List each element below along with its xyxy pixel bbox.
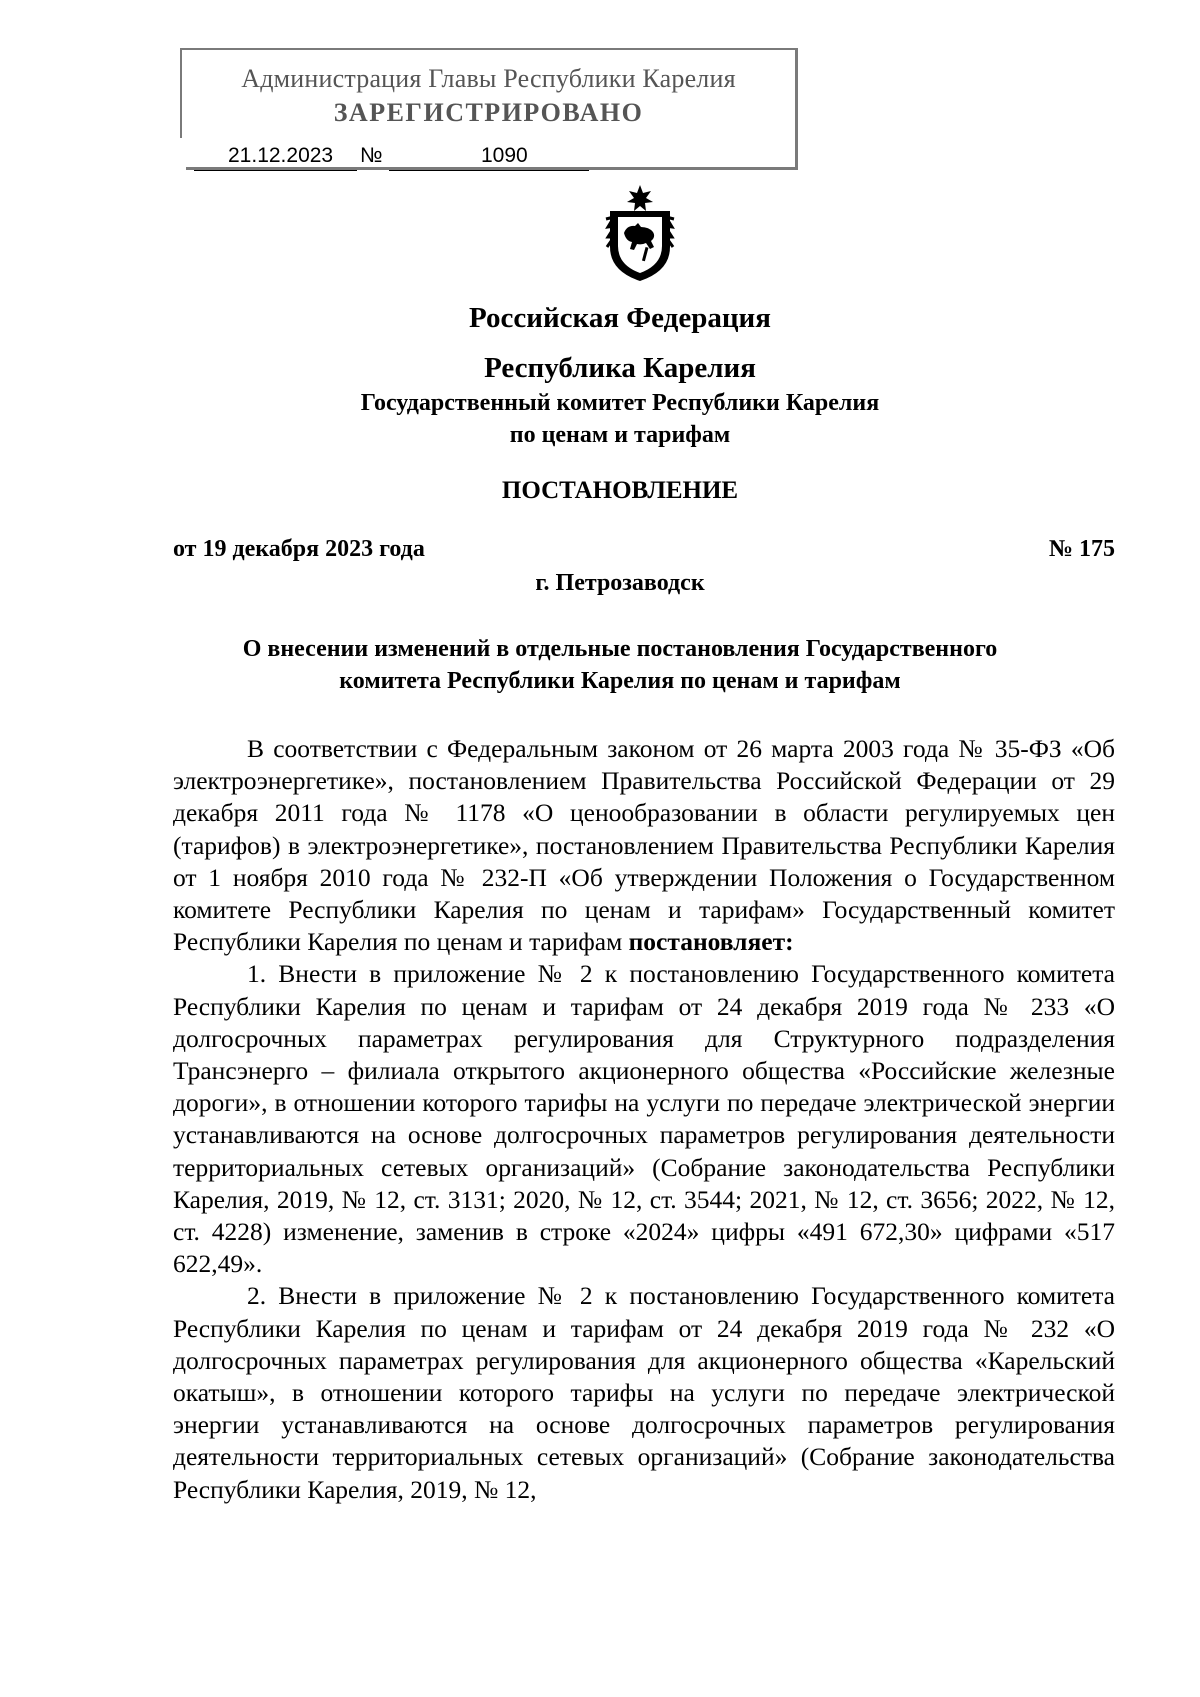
item-1-paragraph: 1. Внести в приложение № 2 к постановлению Государственного комитета Республики Карелия по ценам и тарифам от 24 декабря 2019 года № 233 «О долгосрочных параметрах регулирования для Структурного подразделения Трансэнерго – филиала открытого акционерного общества «Российские железные дороги», в отношении которого тарифы на услуги по передаче электрической энергии устанавливаются на основе долгосрочных параметров регулирования деятельности территориальных сетевых организаций» (Собрание законодательства Республики Карелия, 2019, № 12, ст. 3131; 2020, № 12, ст. 3544; 2021, № 12, ст. 3656; 2022, № 12, ст. 4228) изменение, заменив в строке «2024» цифры «491 672,30» цифрами «517 622,49».	[173, 959, 1115, 1279]
preamble-paragraph	[173, 733, 1115, 958]
preamble-text: В соответствии с Федеральным законом от 26 марта 2003 года № 35-ФЗ «Об электроэнергетике», постановлением Правительства Российской Федерации от 29 декабря 2011 года № 1178 «О ценообразовании в области регулируемых цен (тарифов) в электроэнергетике», постановлением Правительства Республики Карелия от 1 ноября 2010 года № 232-П «Об утверждении Положения о Государственном комитете Республики Карелия по ценам и тарифам» Государственный комитет Республики Карелия по ценам и тарифам	[173, 734, 1115, 957]
karelia-coat-of-arms-icon	[600, 183, 680, 283]
stamp-number-sign: №	[360, 144, 383, 167]
stamp-status: ЗАРЕГИСТРИРОВАНО	[333, 98, 644, 127]
committee-title-line2: по ценам и тарифам	[509, 422, 731, 448]
stamp-number: 1090	[481, 144, 528, 167]
registration-stamp	[180, 48, 798, 170]
committee-title-line1: Государственный комитет Республики Карелия	[360, 390, 880, 416]
document-number: № 175	[1048, 536, 1115, 562]
document-type: ПОСТАНОВЛЕНИЕ	[501, 477, 739, 504]
stamp-border-gap	[180, 138, 186, 178]
document-city: г. Петрозаводск	[535, 570, 705, 596]
stamp-registration-line	[194, 142, 784, 172]
stamp-authority: Администрация Главы Республики Карелия	[241, 64, 736, 93]
subject-line2: комитета Республики Карелия по ценам и тарифам	[339, 668, 901, 694]
country-title: Российская Федерация	[469, 302, 771, 334]
item-2-paragraph: 2. Внести в приложение № 2 к постановлению Государственного комитета Республики Карелия по ценам и тарифам от 24 декабря 2019 года № 232 «О долгосрочных параметрах регулирования для акционерного общества «Карельский окатыш», в отношении которого тарифы на услуги по передаче электрической энергии устанавливаются на основе долгосрочных параметров регулирования деятельности территориальных сетевых организаций» (Собрание законодательства Республики Карелия, 2019, № 12,	[173, 1281, 1115, 1504]
document-body	[173, 733, 1115, 1506]
document-date: от 19 декабря 2023 года	[173, 536, 425, 562]
republic-title: Республика Карелия	[484, 352, 756, 384]
subject-line1: О внесении изменений в отдельные постановления Государственного	[242, 636, 998, 662]
decides-word: постановляет:	[628, 927, 794, 957]
stamp-date: 21.12.2023	[228, 144, 334, 167]
